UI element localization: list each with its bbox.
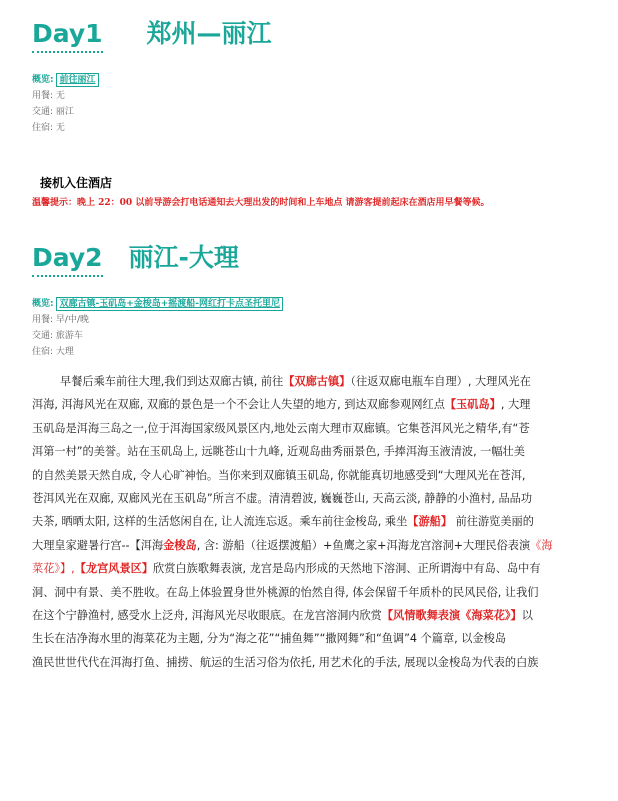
day1-lodging-row (32, 120, 99, 136)
day1-lodging-label: 住宿: (32, 123, 54, 133)
text-span: 前往游览美丽的 (452, 515, 534, 529)
highlight-haicaihua-end: 菜花》】, (32, 562, 75, 576)
text-span: 以 (521, 608, 533, 622)
text-span: 早餐后乘车前往大理,我们到达双廊古镇, 前往 (60, 375, 284, 388)
text-line: 洱第一村”的美誉。站在玉矶岛上, 远眺苍山十九峰, 近观岛曲秀丽景色, 手捧洱海玉液清波, 一幅壮美 (32, 445, 525, 459)
day2-meals-label: 用餐: (32, 315, 54, 325)
day1-meals-label: 用餐: (32, 91, 54, 101)
day2-meals-value: 早/中/晚 (55, 315, 89, 325)
day1-overview-row (32, 72, 99, 88)
day1-subhead: 接机入住酒店 (40, 176, 113, 190)
day1-overview-value: 前往丽江 (56, 73, 98, 87)
text-line (32, 557, 600, 580)
highlight-shuanglang: 【双廊古镇】 (283, 375, 351, 388)
highlight-show: 【风情歌舞表演《海菜花》】 (381, 608, 522, 622)
text-span: 欣赏白族歌舞表演, 龙宫是岛内形成的天然地下溶洞、正所谓海中有岛、岛中有 (153, 562, 541, 576)
day2-overview-row (32, 296, 283, 312)
text-line: 洞、洞中有景、美不胜收。在岛上体验置身世外桃源的怡然自得, 体会保留千年质朴的民风民俗, 让我们 (32, 585, 539, 599)
text-line: 的自然美景天然自成, 令人心旷神怡。当你来到双廊镇玉矶岛, 你就能真切地感受到“大理风光在苍洱, (32, 468, 526, 482)
day2-meta (32, 296, 283, 360)
day2-overview-label: 概览: (32, 299, 54, 309)
text-line: 玉矶岛是洱海三岛之一,位于洱海国家级风景区内,地处云南大理市双廊镇。它集苍洱风光之精华,有“苍 (32, 421, 530, 435)
highlight-longgong: 【龙宫风景区】 (74, 562, 154, 576)
day2-route: 丽江-大理 (128, 243, 239, 272)
day1-overview-label: 概览: (32, 75, 54, 85)
text-span: 夫茶, 晒晒太阳, 这样的生活悠闲自在, 让人流连忘返。乘车前往金梭岛, 乘坐 (32, 515, 408, 529)
highlight-jinsuodao: 金梭岛 (163, 538, 197, 552)
highlight-yujidao: 【玉矶岛】 (444, 398, 501, 412)
day1-meta (32, 72, 99, 136)
text-span: , 含: 游船（往返摆渡船）+鱼鹰之家+洱海龙宫溶洞+大理民俗表演 (196, 538, 531, 552)
day2-number: Day2 (32, 243, 103, 277)
day1-meals-row (32, 88, 99, 104)
day2-header (32, 238, 239, 277)
day2-meals-row (32, 312, 283, 328)
text-line: 苍洱风光在双廊, 双廊风光在玉矶岛”所言不虚。清清碧波, 巍巍苍山, 天高云淡, 静静的小渔村, 品品功 (32, 491, 533, 505)
text-span: , 大理 (500, 398, 531, 412)
day1-route: 郑州—丽江 (146, 19, 272, 48)
day1-transport-row (32, 104, 99, 120)
day1-number: Day1 (32, 19, 103, 53)
text-line: 渔民世世代代在洱海打鱼、捕捞、航运的生活习俗为依托, 用艺术化的手法, 展现以金梭岛为代表的白族 (32, 655, 539, 669)
day2-transport-label: 交通: (32, 331, 54, 341)
day2-lodging-label: 住宿: (32, 347, 54, 357)
day1-transport-label: 交通: (32, 107, 54, 117)
day2-overview-value: 双廊古镇-玉矶岛+金梭岛+摇渡船-网红打卡点圣托里尼 (56, 297, 283, 311)
day1-transport-value: 丽江 (55, 107, 74, 117)
day2-lodging-value: 大理 (55, 347, 74, 357)
day2-transport-value: 旅游车 (55, 331, 83, 341)
day2-description (32, 370, 600, 674)
text-line (32, 534, 600, 557)
day1-header (32, 14, 272, 53)
day1-lodging-value: 无 (55, 123, 65, 133)
text-span: （往返双廊电瓶车自理）, 大理风光在 (350, 375, 531, 388)
text-line (32, 370, 600, 393)
text-span: 大理皇家避暑行宫--【洱海 (32, 538, 164, 552)
highlight-haicaihua: 《海 (530, 538, 553, 552)
day1-meals-value: 无 (55, 91, 65, 101)
highlight-boat: 【游船】 (407, 515, 453, 529)
text-span: 洱海, 洱海风光在双廊, 双廊的景色是一个不会让人失望的地方, 到达双廊参观网红点 (32, 398, 445, 412)
day2-lodging-row (32, 344, 283, 360)
text-line (32, 510, 600, 533)
text-line (32, 604, 600, 627)
day2-transport-row (32, 328, 283, 344)
text-span: 在这个宁静渔村, 感受水上泛舟, 洱海风光尽收眼底。在龙宫溶洞内欣赏 (32, 608, 382, 622)
day1-tip: 温馨提示：晚上 22：00 以前导游会打电话通知去大理出发的时间和上车地点 请游客提前起床在酒店用早餐等候。 (32, 198, 490, 208)
text-line: 生长在洁净海水里的海菜花为主题, 分为“海之花”“捕鱼舞”“撒网舞”和“鱼调”4 个篇章, 以金梭岛 (32, 632, 507, 646)
text-line (32, 393, 600, 416)
